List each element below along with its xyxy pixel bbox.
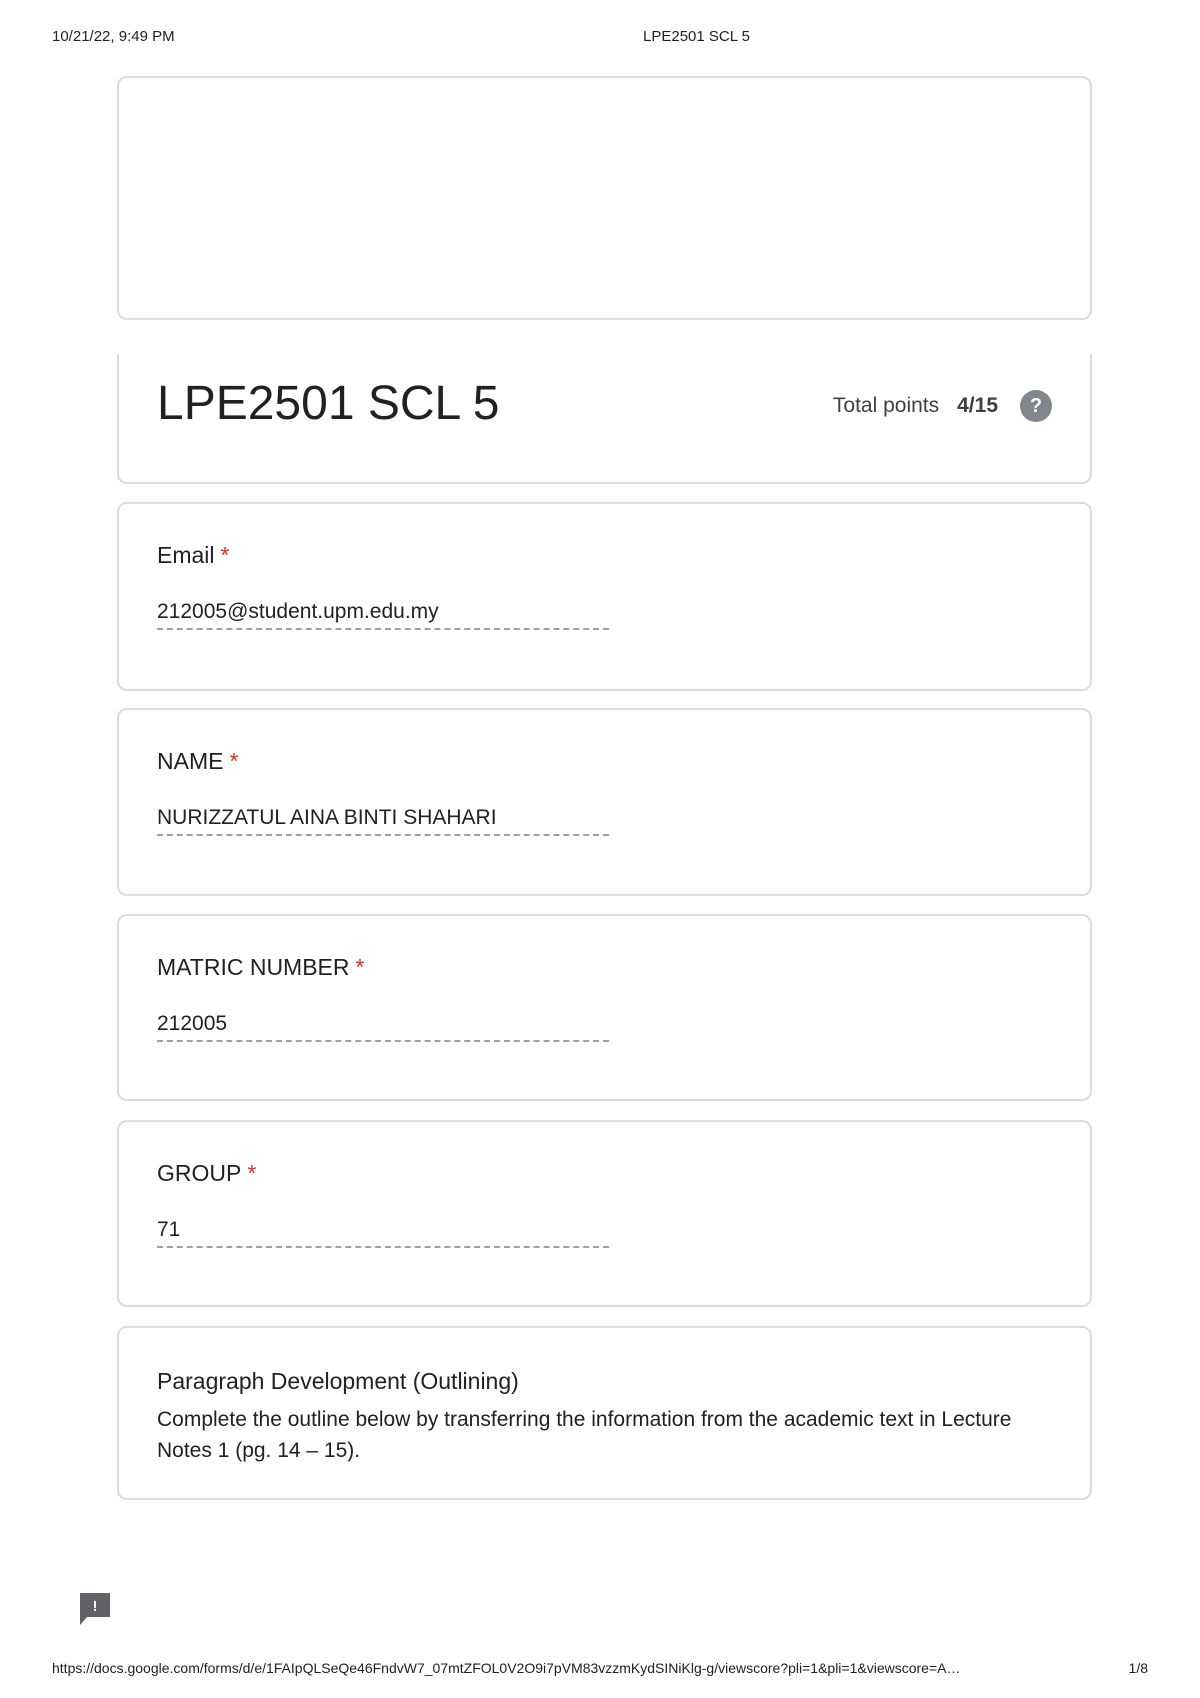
section-card [117, 1326, 1092, 1500]
question-label-text: GROUP [157, 1160, 242, 1186]
feedback-glyph: ! [92, 1598, 98, 1615]
print-doc-title: LPE2501 SCL 5 [643, 28, 751, 45]
help-icon[interactable]: ? [1020, 390, 1052, 422]
email-answer: 212005@student.upm.edu.my [157, 600, 609, 630]
total-points-label: Total points [832, 394, 940, 417]
required-asterisk: * [247, 1160, 257, 1186]
question-group [117, 1120, 1092, 1307]
question-label [157, 954, 364, 981]
question-matric-number [117, 914, 1092, 1101]
header-banner-card [117, 76, 1092, 320]
feedback-icon[interactable] [78, 1591, 112, 1627]
total-points [833, 390, 1052, 422]
print-url: https://docs.google.com/forms/d/e/1FAIpQLSeQe46FndvW7_07mtZFOL0V2O9i7pVM83vzzmKydSINiKlg-g/viewscore?pli=1&pli=1&viewscore=A… [52, 1660, 961, 1676]
form-title: LPE2501 SCL 5 [157, 377, 500, 430]
required-asterisk: * [220, 542, 230, 568]
total-points-value: 4/15 [957, 394, 998, 417]
print-footer [52, 1660, 1148, 1680]
question-label [157, 542, 229, 569]
question-label [157, 1160, 256, 1187]
page-number: 1/8 [1128, 1660, 1148, 1676]
form-title-card [117, 354, 1092, 484]
group-answer: 71 [157, 1218, 609, 1248]
print-date: 10/21/22, 9:49 PM [52, 28, 175, 45]
section-title: Paragraph Development (Outlining) [157, 1368, 519, 1394]
question-label-text: Email [157, 542, 215, 568]
question-email [117, 502, 1092, 691]
required-asterisk: * [229, 748, 239, 774]
required-asterisk: * [355, 954, 365, 980]
matric-number-answer: 212005 [157, 1012, 609, 1042]
question-label-text: NAME [157, 748, 224, 774]
question-label-text: MATRIC NUMBER [157, 954, 350, 980]
print-header [52, 28, 1148, 48]
name-answer: NURIZZATUL AINA BINTI SHAHARI [157, 806, 609, 836]
question-label [157, 748, 238, 775]
question-name [117, 708, 1092, 896]
section-description: Complete the outline below by transferring the information from the academic text in Lecture Notes 1 (pg. 14 – 15). [157, 1408, 1012, 1462]
